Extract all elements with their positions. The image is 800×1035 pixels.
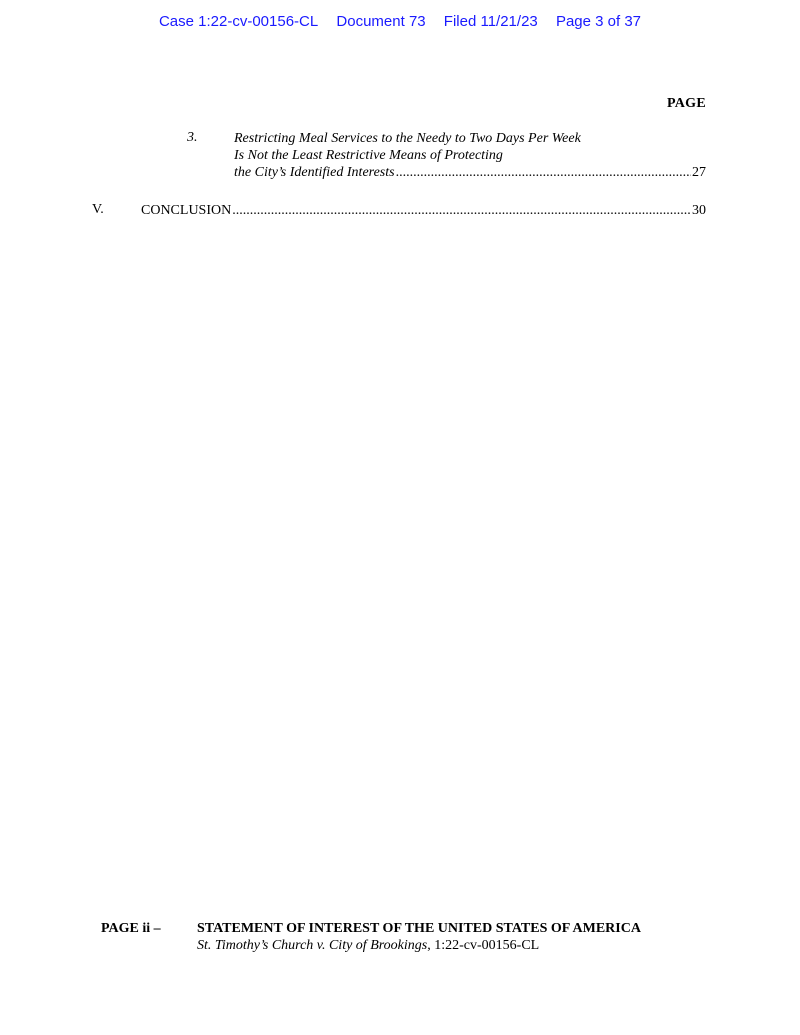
toc-entry-line: Restricting Meal Services to the Needy to Two Days Per Week: [234, 131, 581, 146]
toc-entry-leader-line: [234, 164, 706, 181]
toc-entry-title: CONCLUSION: [141, 203, 232, 218]
toc-entry-restricting-meal-services[interactable]: [234, 130, 706, 181]
toc-entry-number: V.: [92, 202, 104, 217]
toc-entry-page: 27: [692, 165, 706, 180]
footer-page-label: PAGE ii –: [101, 921, 161, 936]
case-number: Case 1:22-cv-00156-CL: [158, 13, 319, 30]
toc-entry-number: 3.: [187, 130, 198, 145]
toc-entry-conclusion[interactable]: [141, 202, 706, 219]
leader-dots: [396, 164, 691, 181]
toc-entry-page: 30: [692, 203, 706, 218]
case-header: [0, 13, 800, 30]
toc-entry-leader-line: [141, 202, 706, 219]
document-number: Document 73: [336, 13, 426, 30]
page-count: Page 3 of 37: [555, 13, 642, 30]
toc-page-column-label: PAGE: [666, 96, 706, 111]
footer-case-number: , 1:22-cv-00156-CL: [427, 938, 540, 953]
footer-document-title: STATEMENT OF INTEREST OF THE UNITED STATES OF AMERICA: [197, 921, 641, 936]
footer-case-caption: [197, 937, 539, 954]
toc-entry-line: the City’s Identified Interests: [234, 165, 395, 180]
footer-case-name: St. Timothy’s Church v. City of Brookings: [197, 938, 428, 953]
filed-date: Filed 11/21/23: [443, 13, 538, 30]
leader-dots: [232, 202, 691, 219]
toc-entry-line: Is Not the Least Restrictive Means of Protecting: [234, 148, 503, 163]
